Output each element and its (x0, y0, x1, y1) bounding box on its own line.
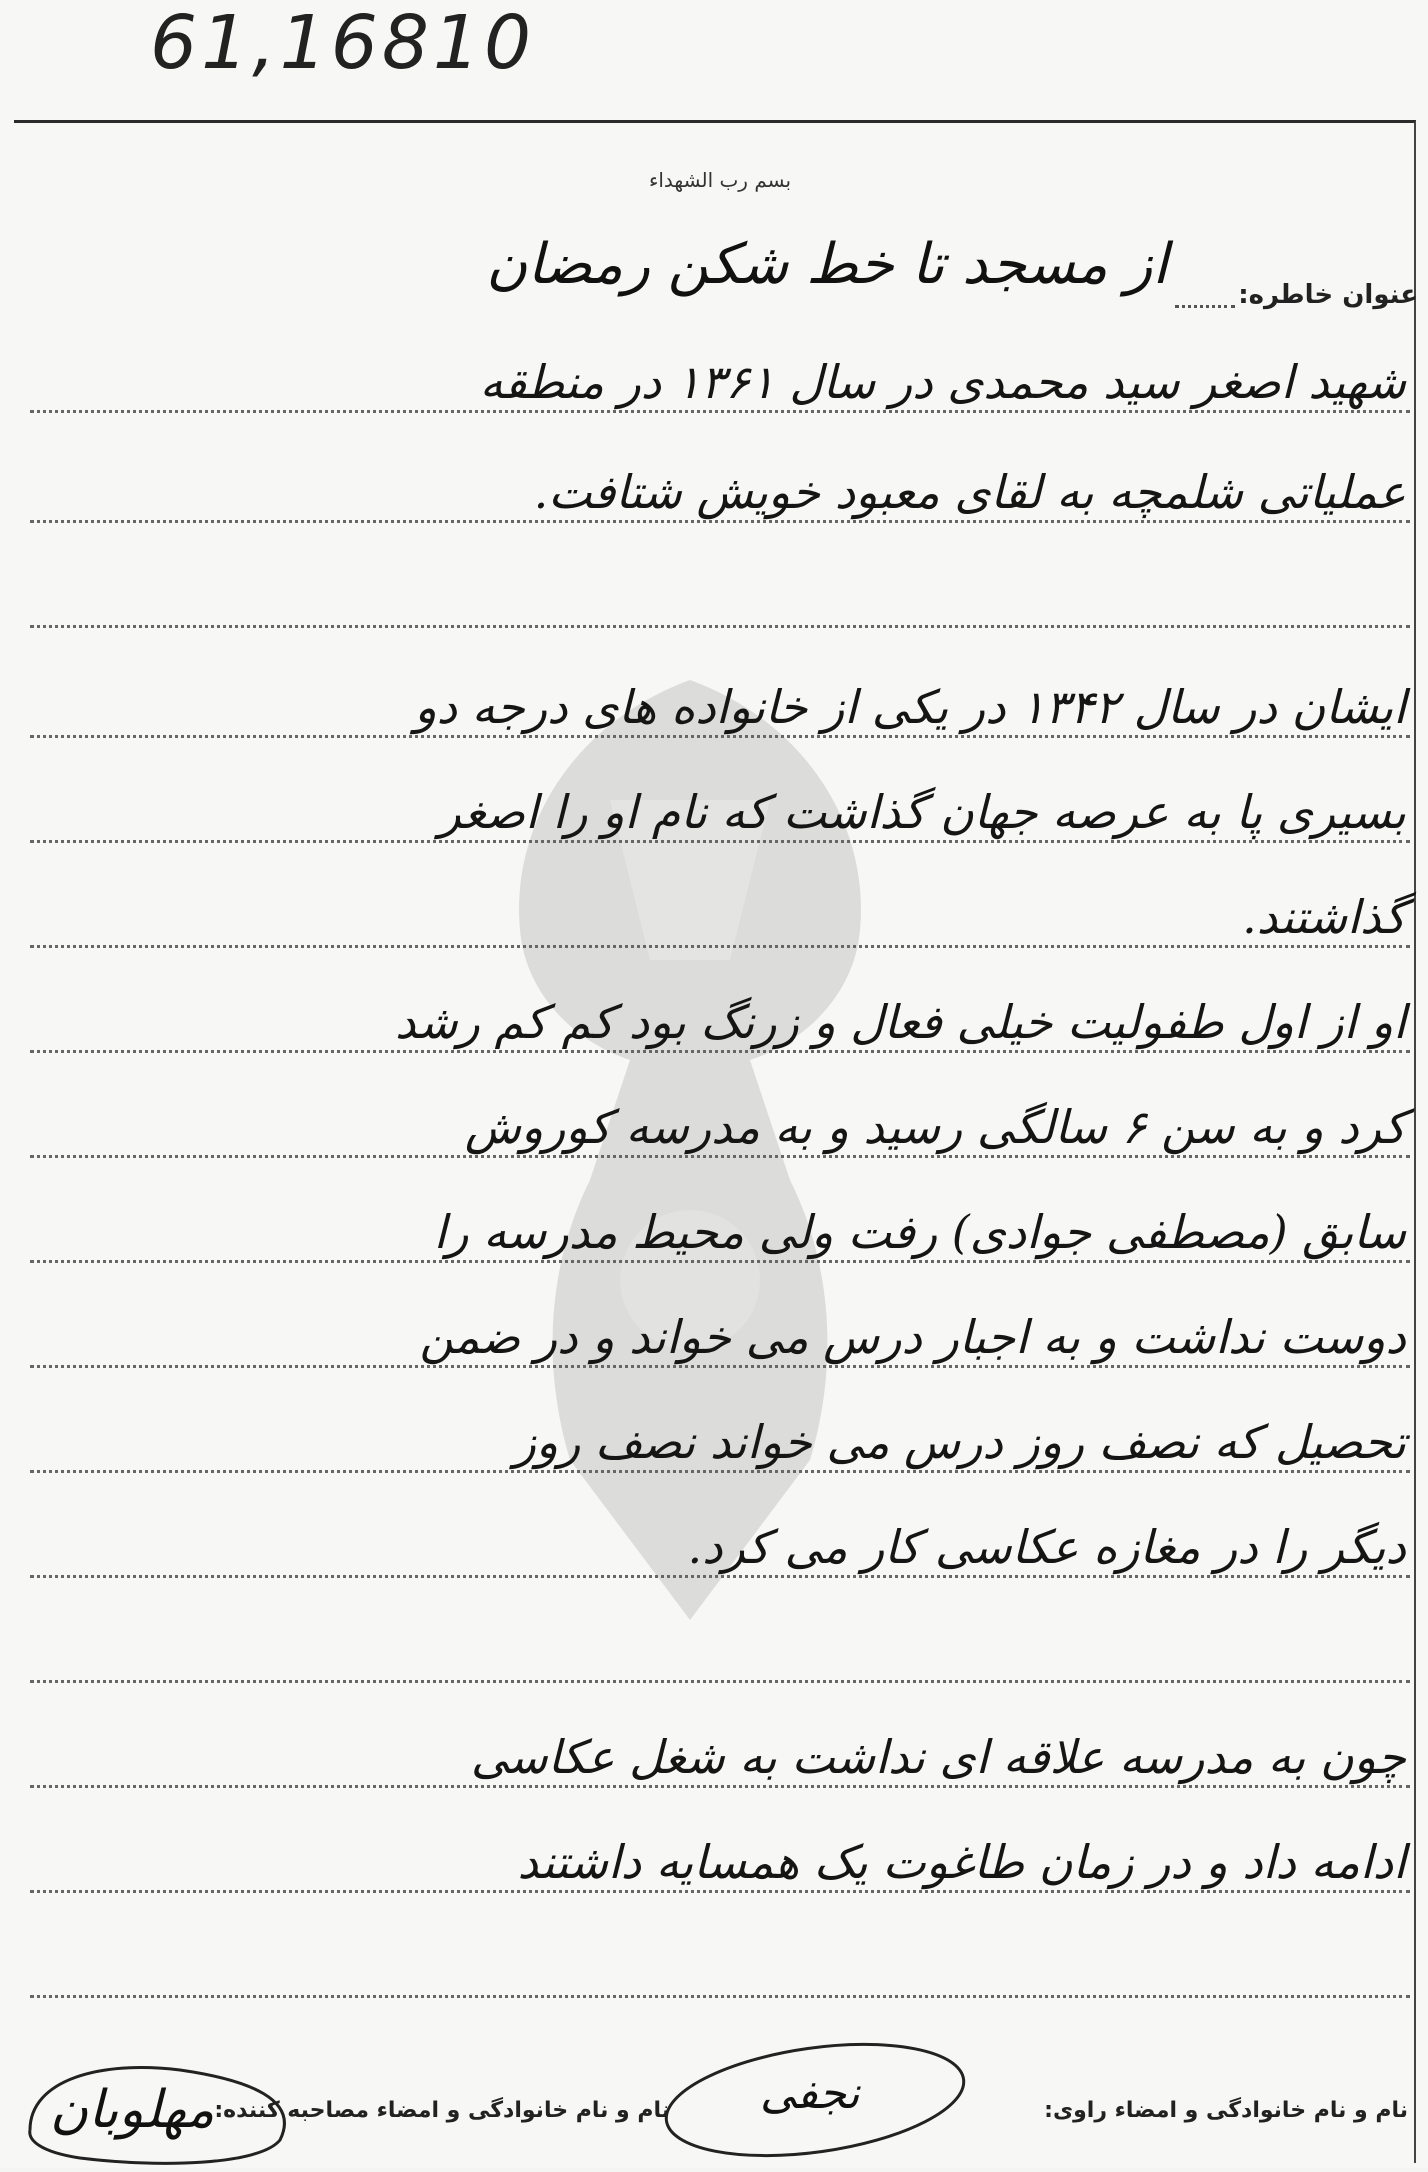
ruled-line (30, 1680, 1410, 1683)
handwritten-line: سابق (مصطفی جوادی) رفت ولی محیط مدرسه را (433, 1205, 1406, 1259)
handwritten-line: کرد و به سن ۶ سالگی رسید و به مدرسه کوروش (464, 1100, 1406, 1154)
narrator-signature-text: مهلوبان (50, 2080, 215, 2140)
handwritten-line: چون به مدرسه علاقه ای نداشت به شغل عکاسی (470, 1730, 1406, 1784)
handwritten-line: گذاشتند. (1242, 890, 1406, 944)
handwritten-line: تحصیل که نصف روز درس می خواند نصف روز (513, 1415, 1406, 1469)
memoir-title-label: عنوان خاطره: (1238, 280, 1418, 310)
ruled-line (30, 1995, 1410, 1998)
ruled-line (30, 625, 1410, 628)
memoir-title-value: از مسجد تا خط شکن رمضان (486, 232, 1168, 297)
handwritten-line: بسیری پا به عرصه جهان گذاشت که نام او را اصغر (438, 785, 1406, 839)
ruled-line (30, 840, 1410, 843)
ruled-line (30, 1890, 1410, 1893)
handwritten-line: ادامه داد و در زمان طاغوت یک همسایه داشتند (517, 1835, 1406, 1889)
ruled-line (30, 1785, 1410, 1788)
handwritten-line: عملیاتی شلمچه به لقای معبود خویش شتافت. (533, 465, 1406, 519)
handwritten-line: شهید اصغر سید محمدی در سال ۱۳۶۱ در منطقه (479, 355, 1406, 409)
ruled-line (30, 735, 1410, 738)
handwritten-line: ایشان در سال ۱۳۴۲ در یکی از خانواده های درجه دو (414, 680, 1406, 734)
ruled-line (30, 1155, 1410, 1158)
narrator-signature (20, 2040, 320, 2168)
ruled-line (30, 1365, 1410, 1368)
narrator-signature-label: نام و نام خانوادگی و امضاء راوی: (1044, 2098, 1408, 2123)
ruled-line (30, 1050, 1410, 1053)
ruled-line (30, 520, 1410, 523)
interviewer-signature-text: نجفی (760, 2068, 860, 2119)
handwritten-line: دوست نداشت و به اجبار درس می خواند و در ضمن (419, 1310, 1406, 1364)
invocation-text: بسم رب الشهداء (648, 168, 792, 192)
interviewer-signature-label: نام و نام خانوادگی و امضاء مصاحبه کننده: (214, 2098, 670, 2123)
ruled-line (30, 410, 1410, 413)
ruled-line (30, 945, 1410, 948)
handwritten-line: دیگر را در مغازه عکاسی کار می کرد. (687, 1520, 1406, 1574)
title-dotted-line (1175, 305, 1235, 308)
interviewer-signature (650, 2030, 980, 2168)
handwritten-line: او از اول طفولیت خیلی فعال و زرنگ بود کم کم رشد (394, 995, 1406, 1049)
reference-number: 61,16810 (150, 0, 536, 86)
ruled-line (30, 1260, 1410, 1263)
ruled-line (30, 1575, 1410, 1578)
ruled-line (30, 1470, 1410, 1473)
